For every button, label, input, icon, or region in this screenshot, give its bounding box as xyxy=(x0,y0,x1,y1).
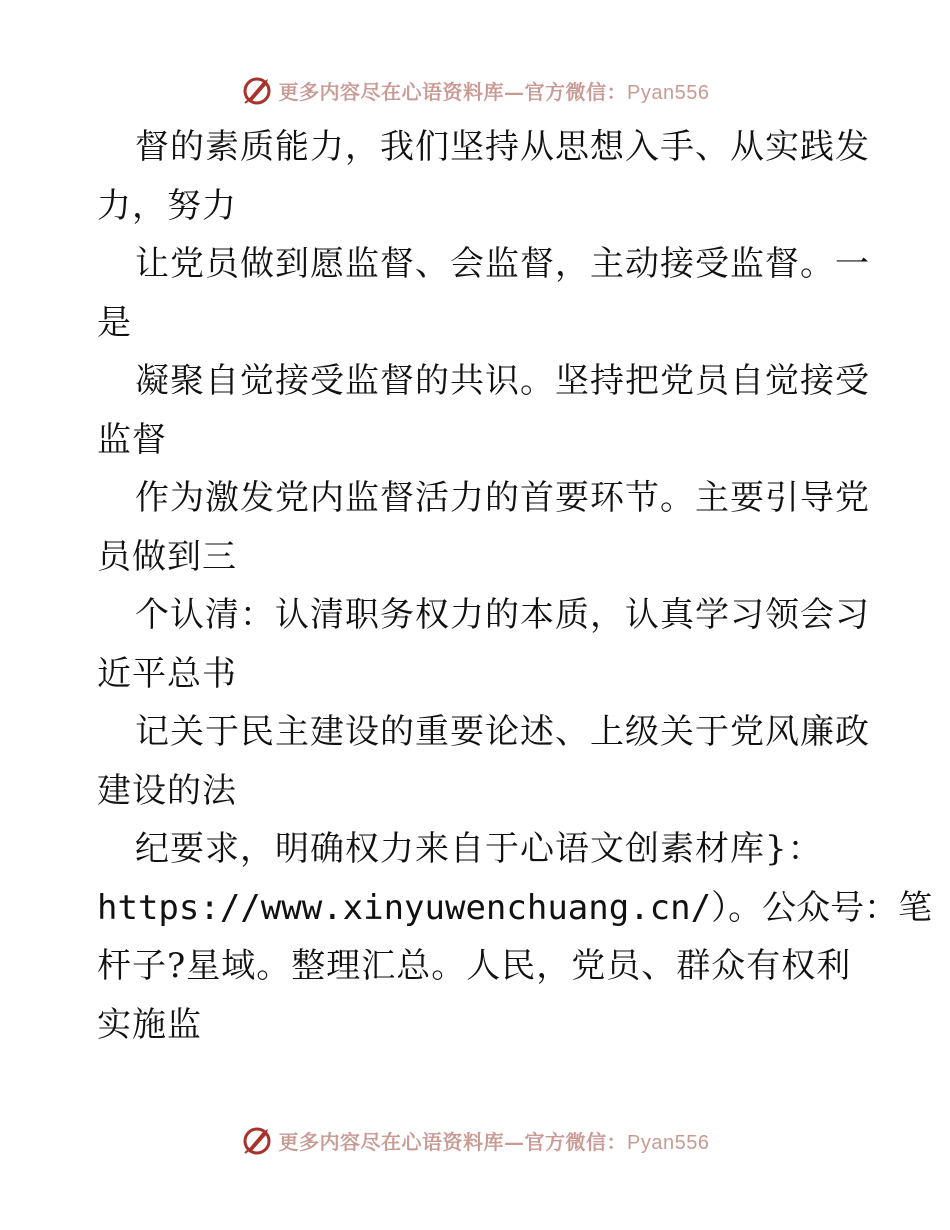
body-line: 纪要求，明确权力来自于心语文创素材库}： xyxy=(135,829,823,869)
footer-banner-text: 更多内容尽在心语资料库—官方微信：Pyan556 xyxy=(278,1129,710,1154)
body-line: 杆子?星域。整理汇总。人民，党员、群众有权利 xyxy=(97,946,852,986)
pen-nib-logo-icon xyxy=(241,74,273,106)
body-line: 是 xyxy=(97,302,132,343)
body-line: 监督 xyxy=(97,419,167,460)
header-banner xyxy=(0,72,950,108)
body-line-url: https://www.xinyuwenchuang.cn/）。公众号：笔 xyxy=(97,887,933,928)
document-body xyxy=(97,118,933,1054)
header-wechat-id: Pyan556 xyxy=(627,81,710,104)
body-line: 个认清：认清职务权力的本质，认真学习领会习 xyxy=(135,595,870,635)
body-line: 实施监 xyxy=(97,1004,202,1045)
header-banner-text: 更多内容尽在心语资料库—官方微信：Pyan556 xyxy=(278,79,710,104)
pen-nib-logo-icon xyxy=(241,1124,273,1156)
body-line: 记关于民主建设的重要论述、上级关于党风廉政 xyxy=(135,712,870,752)
body-line: 近平总书 xyxy=(97,653,237,694)
body-line: 督的素质能力，我们坚持从思想入手、从实践发 xyxy=(135,127,870,167)
body-line: 作为激发党内监督活力的首要环节。主要引导党 xyxy=(135,478,870,518)
body-line: 员做到三 xyxy=(97,536,237,577)
body-line: 力，努力 xyxy=(97,185,237,226)
body-line: 凝聚自觉接受监督的共识。坚持把党员自觉接受 xyxy=(135,361,870,401)
body-line: 建设的法 xyxy=(97,770,237,811)
footer-banner xyxy=(0,1122,950,1158)
footer-wechat-id: Pyan556 xyxy=(627,1131,710,1154)
body-line: 让党员做到愿监督、会监督，主动接受监督。一 xyxy=(135,244,870,284)
